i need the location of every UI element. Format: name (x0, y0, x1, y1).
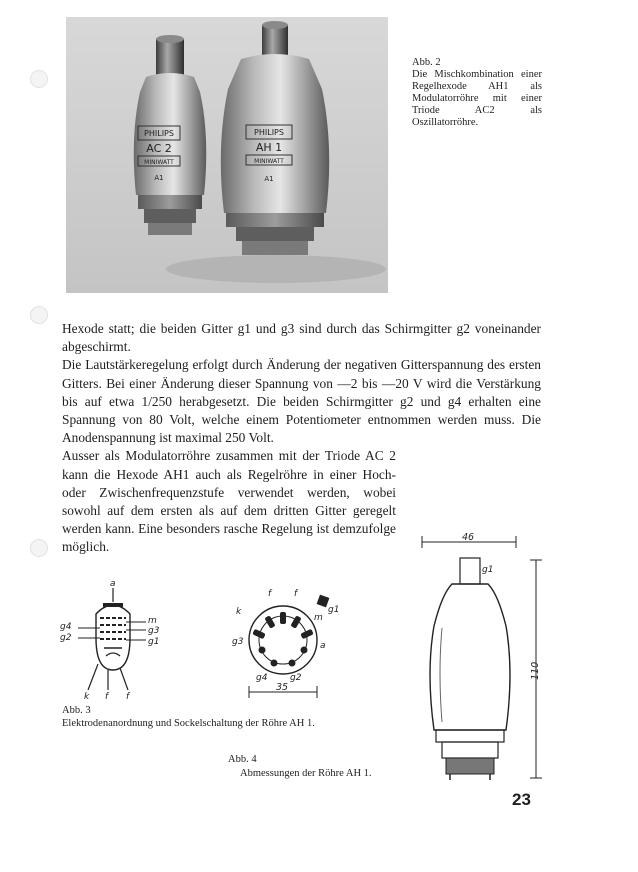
label-g1: g1 (148, 637, 160, 647)
tubes-illustration (66, 17, 388, 293)
label-g3: g3 (148, 626, 160, 636)
tube-left-brand: PHILIPS (144, 129, 174, 138)
paragraph-1: Hexode statt; die beiden Gitter g1 und g3 sind durch das Schirmgitter g2 voneinander abgeschirmt. (62, 321, 541, 355)
label-width: 46 (462, 532, 475, 543)
tube-right-code: A1 (264, 175, 274, 183)
label-f2: f (126, 692, 130, 700)
punch-hole-lower (30, 539, 48, 557)
label-base-f2: f (294, 589, 298, 599)
tube-right-brand: PHILIPS (254, 128, 284, 137)
label-base-m: m (314, 613, 323, 623)
label-base-g4: g4 (256, 673, 268, 683)
label-a: a (110, 579, 116, 589)
tube-left-sub: MINIWATT (144, 159, 174, 166)
label-base-g3: g3 (232, 637, 244, 647)
tube-photograph (66, 17, 388, 293)
tube-right-type: AH 1 (255, 141, 283, 154)
page-number: 23 (512, 790, 531, 809)
figure2-label: Abb. 2 (412, 57, 441, 68)
tube-ah1 (221, 21, 329, 255)
tube-ac2 (134, 35, 207, 235)
figure3-caption-text: Elektrodenanordnung und Sockelschaltung der Röhre AH 1. (62, 718, 315, 729)
figure4-label: Abb. 4 (228, 754, 257, 765)
punch-hole-middle (30, 306, 48, 324)
tube-right-sub: MINIWATT (254, 158, 284, 165)
dimension-drawing (416, 532, 552, 784)
figure3-label: Abb. 3 (62, 705, 91, 716)
label-base-dim: 35 (276, 682, 289, 693)
label-m: m (148, 616, 157, 626)
label-base-f1: f (268, 589, 272, 599)
label-g2: g2 (60, 633, 72, 643)
label-g4: g4 (60, 622, 72, 632)
figure2-caption (412, 57, 542, 129)
figure4-caption-text: Abmessungen der Röhre AH 1. (240, 768, 372, 779)
figure3-caption (62, 705, 358, 730)
label-base-g2: g2 (290, 673, 302, 683)
label-g1-cap: g1 (482, 565, 494, 575)
paragraph-2: Die Lautstärkeregelung erfolgt durch Änderung der negativen Gitterspannung des ersten Gitters. Bei einer Änderung dieser Spannung von —2 bis —20 V wird die Verstärkung bis auf etwa 1/250 herabgesetzt. Die beiden Schirmgitter g2 und g4 erhalten eine Spannung von 80 Volt, welche einem Potentiometer entnommen werden muss. Die Anodenspannung ist maximal 250 Volt. (62, 357, 541, 446)
label-base-a: a (320, 641, 326, 651)
label-k: k (84, 692, 90, 700)
label-base-k: k (236, 607, 242, 617)
figure4-caption (228, 753, 428, 781)
paragraph-3: Ausser als Modulatorröhre zusammen mit der Triode AC 2 kann die Hexode AH1 auch als Regelröhre in einer Hoch- oder Zwischenfrequenzstufe verwendet werden, wobei sowohl auf dem ersten als auf dem dritten Gitter geregelt werden kann. Eine besonders rasche Regelung ist demzufolge möglich. (62, 448, 396, 555)
body-text (62, 320, 541, 557)
tube-left-code: A1 (154, 174, 164, 182)
label-f1: f (105, 692, 109, 700)
electrode-diagram (58, 578, 178, 700)
tube-left-type: AC 2 (146, 142, 172, 155)
label-base-g1: g1 (328, 605, 340, 615)
punch-hole-top (30, 70, 48, 88)
figure2-caption-text: Die Mischkombination einer Regelhexode AH1 als Modulatorröhre mit einer Triode AC2 als Oszillatorröhre. (412, 69, 542, 128)
label-height: 110 (530, 661, 541, 680)
base-connection-diagram (228, 588, 358, 704)
